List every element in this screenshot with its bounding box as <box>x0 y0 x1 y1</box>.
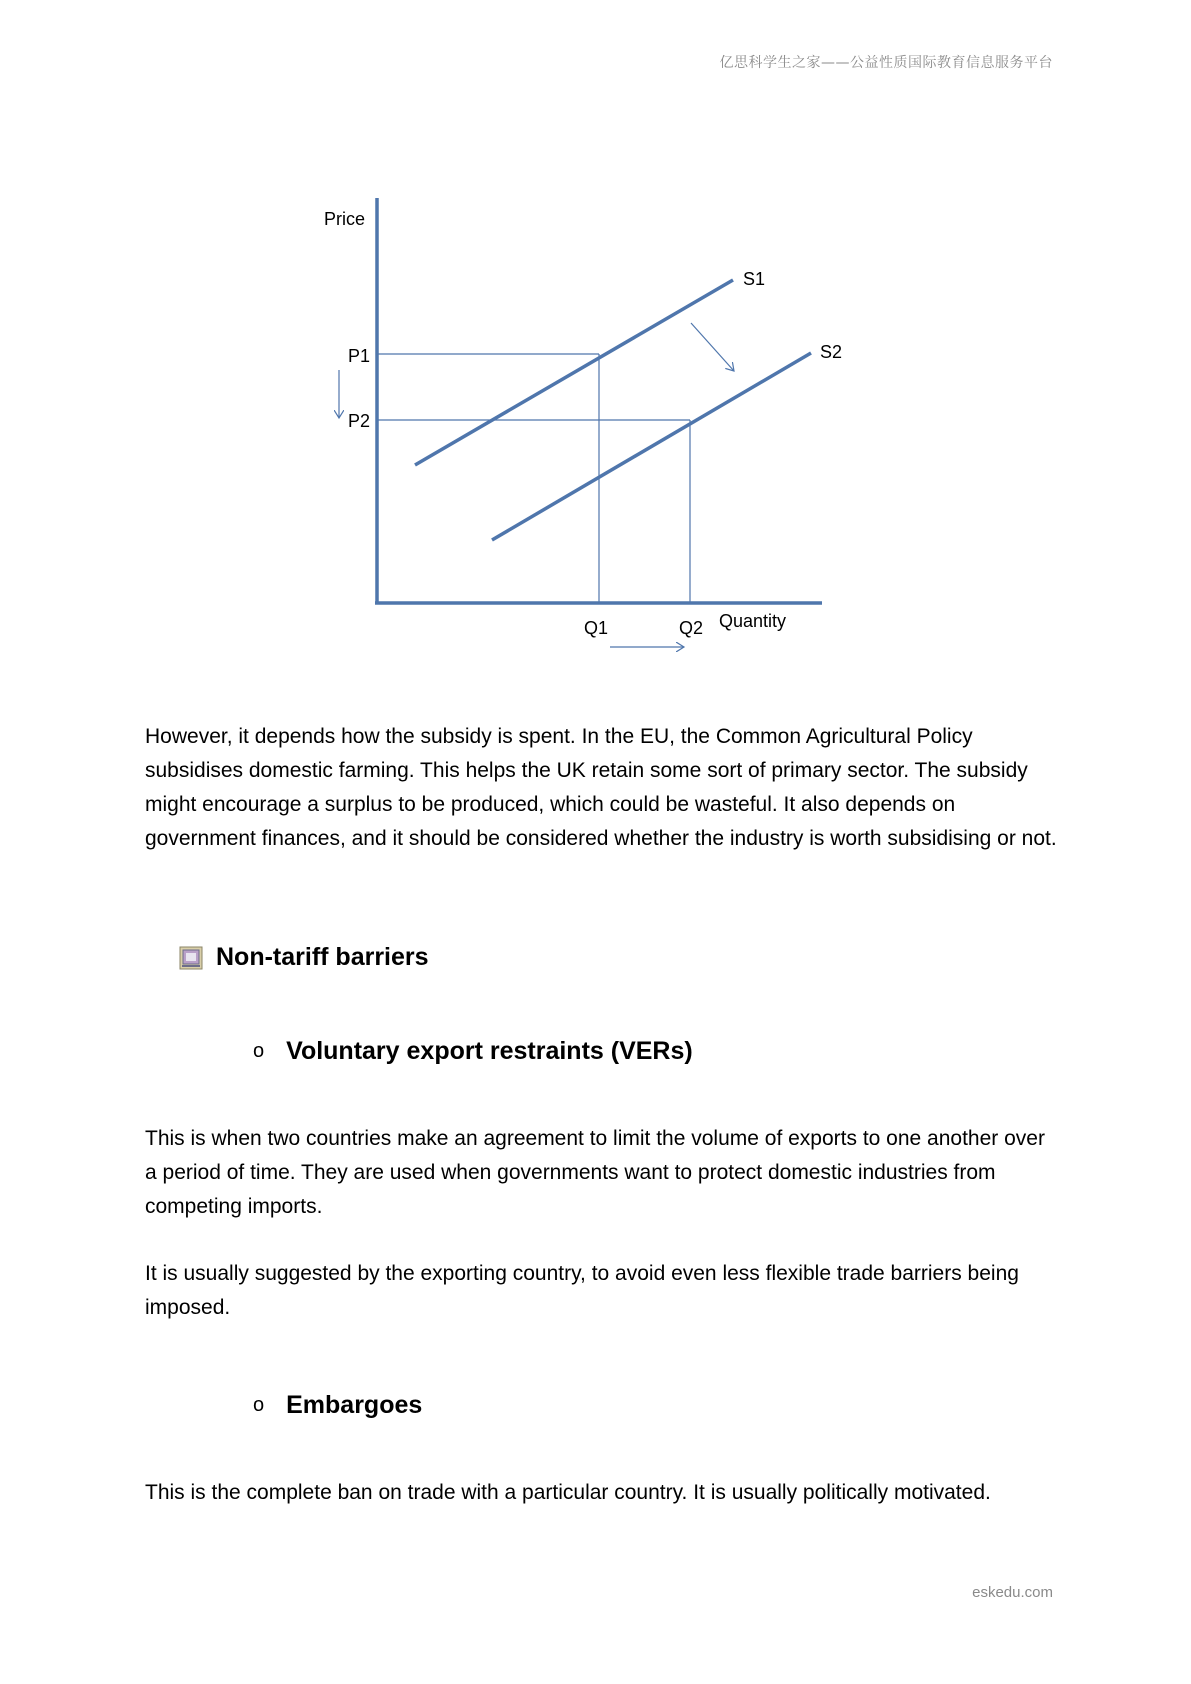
heading-embargoes <box>253 1391 422 1420</box>
heading-vers-text: Voluntary export restraints (VERs) <box>286 1037 693 1065</box>
p1-label: P1 <box>348 346 371 366</box>
supply-curve-s2 <box>492 353 811 540</box>
p2-label: P2 <box>348 411 371 431</box>
heading-non-tariff-text: Non-tariff barriers <box>216 943 429 971</box>
document-icon <box>178 945 204 971</box>
heading-non-tariff-barriers <box>178 943 429 972</box>
page-header: 亿思科学生之家——公益性质国际教育信息服务平台 <box>719 55 1053 71</box>
heading-vers <box>253 1037 693 1066</box>
paragraph-vers-definition: This is when two countries make an agreement to limit the volume of exports to one another over a period of time. They are used when governments want to protect domestic industries from competing imports. <box>145 1127 1045 1218</box>
paragraph-subsidy: However, it depends how the subsidy is spent. In the EU, the Common Agricultural Policy subsidises domestic farming. This helps the UK retain some sort of primary sector. The subsidy might encourage a surplus to be produced, which could be wasteful. It also depends on government finances, and it should be considered whether the industry is worth subsidising or not. <box>145 725 1057 850</box>
supply-shift-diagram <box>0 0 1191 700</box>
supply-shift-arrow <box>691 323 734 371</box>
x-axis-label: Quantity <box>719 611 787 631</box>
bullet-marker: o <box>253 1040 265 1062</box>
q1-label: Q1 <box>584 618 609 638</box>
s2-label: S2 <box>820 342 843 362</box>
page-footer: eskedu.com <box>972 1584 1053 1601</box>
supply-curve-s1 <box>415 280 733 465</box>
paragraph-vers-suggestion: It is usually suggested by the exporting country, to avoid even less flexible trade barriers being imposed. <box>145 1262 1019 1319</box>
heading-embargoes-text: Embargoes <box>286 1391 423 1419</box>
paragraph-embargoes: This is the complete ban on trade with a particular country. It is usually politically motivated. <box>145 1481 991 1504</box>
s1-label: S1 <box>743 269 766 289</box>
bullet-marker: o <box>253 1394 265 1416</box>
y-axis-label: Price <box>324 209 366 229</box>
q2-label: Q2 <box>679 618 704 638</box>
